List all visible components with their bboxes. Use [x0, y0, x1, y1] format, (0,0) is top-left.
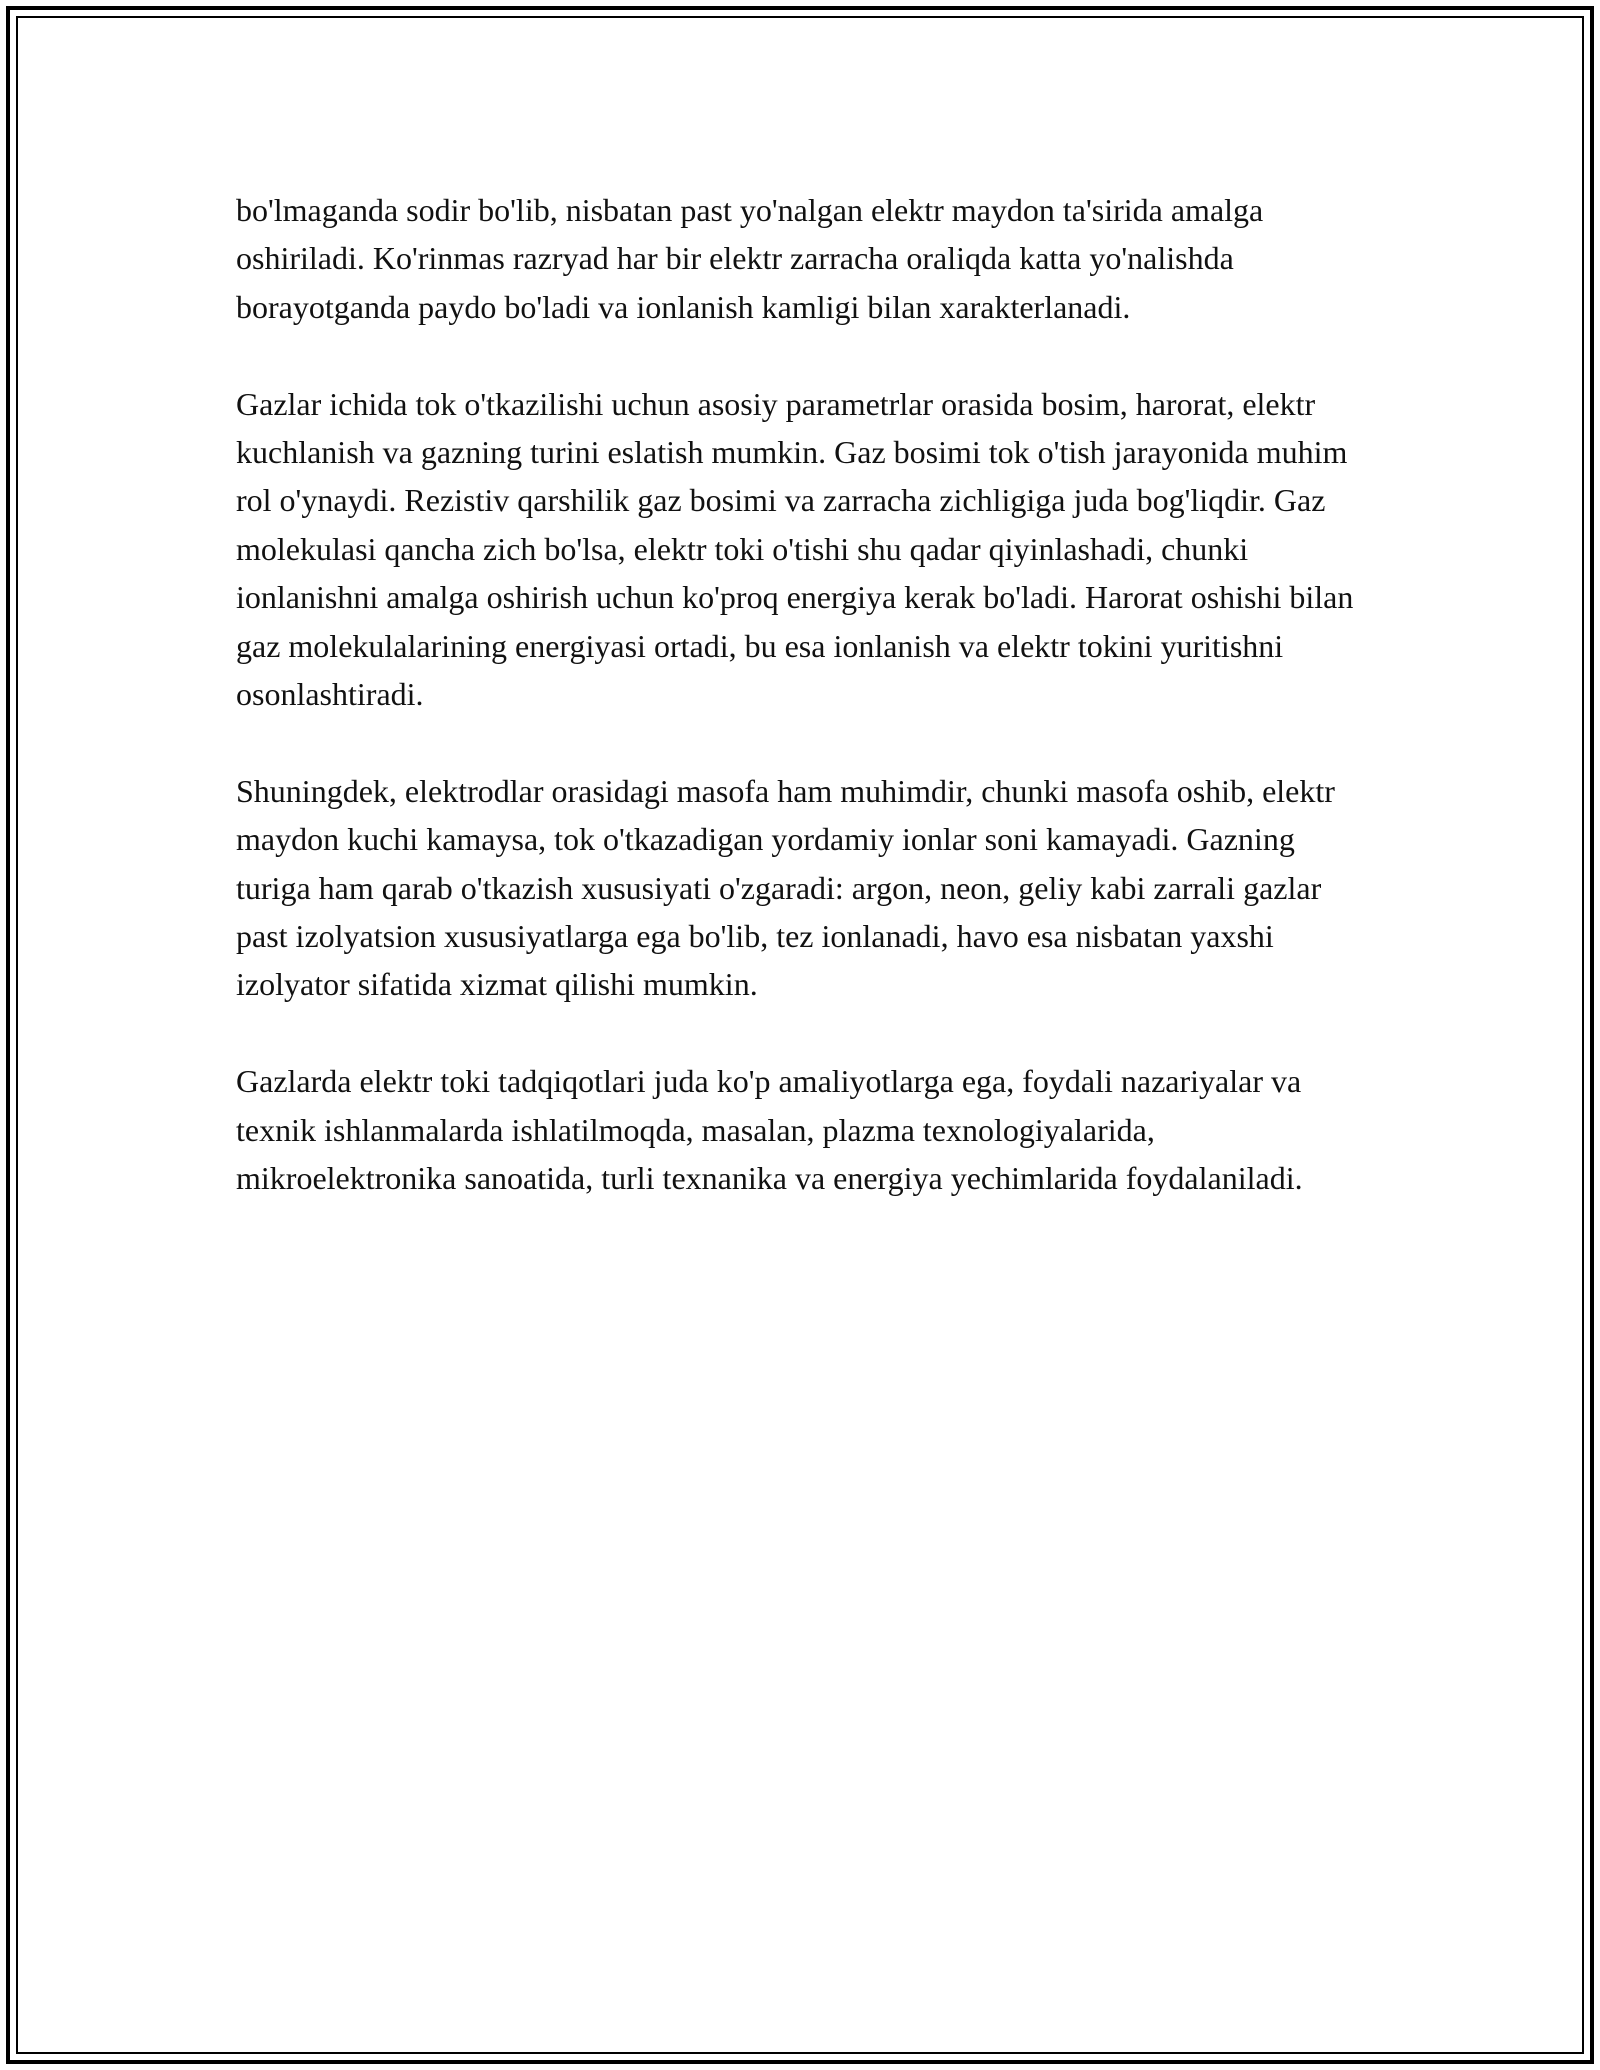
document-body — [236, 186, 1366, 1202]
paragraph-3: Shuningdek, elektrodlar orasidagi masofa ham muhimdir, chunki masofa oshib, elektr maydon kuchi kamaysa, tok o'tkazadigan yordamiy ionlar soni kamayadi. Gazning turiga ham qarab o'tkazish xususiyati o'zgaradi: argon, neon, geliy kabi zarrali gazlar past izolyatsion xususiyatlarga ega bo'lib, tez ionlanadi, havo esa nisbatan yaxshi izolyator sifatida xizmat qilishi mumkin. — [236, 772, 1335, 1003]
paragraph-1: bo'lmaganda sodir bo'lib, nisbatan past yo'nalgan elektr maydon ta'sirida amalga oshiriladi. Ko'rinmas razryad har bir elektr zarracha oraliqda katta yo'nalishda borayotganda paydo bo'ladi va ionlanish kamligi bilan xarakterlanadi. — [236, 192, 1264, 325]
paragraph-2: Gazlar ichida tok o'tkazilishi uchun asosiy parametrlar orasida bosim, harorat, elektr kuchlanish va gazning turini eslatish mumkin. Gaz bosimi tok o'tish jarayonida muhim rol o'ynaydi. Rezistiv qarshilik gaz bosimi va zarracha zichligiga juda bog'liqdir. Gaz molekulasi qancha zich bo'lsa, elektr toki o'tishi shu qadar qiyinlashadi, chunki ionlanishni amalga oshirish uchun ko'proq energiya kerak bo'ladi. Harorat oshishi bilan gaz molekulalarining energiyasi ortadi, bu esa ionlanish va elektr tokini yuritishni osonlashtiradi. — [236, 385, 1354, 713]
paragraph-4: Gazlarda elektr toki tadqiqotlari juda ko'p amaliyotlarga ega, foydali nazariyalar va texnik ishlanmalarda ishlatilmoqda, masalan, plazma texnologiyalarida, mikroelektronika sanoatida, turli texnanika va energiya yechimlarida foydalaniladi. — [236, 1063, 1303, 1197]
